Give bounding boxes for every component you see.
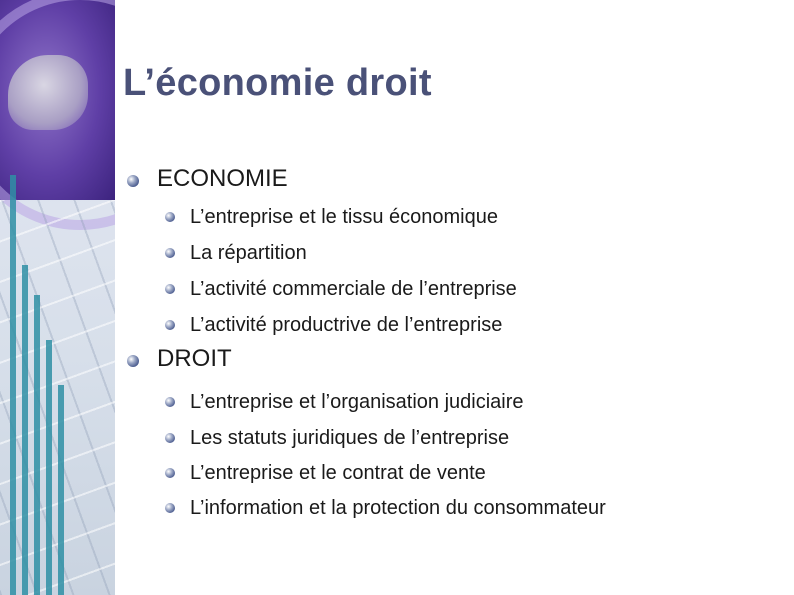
sub-bullet-icon: [165, 397, 175, 407]
sub-bullet-icon: [165, 433, 175, 443]
decorative-bar: [10, 175, 16, 595]
list-item: L’entreprise et le tissu économique: [190, 206, 498, 228]
sub-bullet-icon: [165, 284, 175, 294]
decorative-side-image: [0, 0, 115, 595]
decorative-bar: [22, 265, 28, 595]
list-item: L’entreprise et le contrat de vente: [190, 462, 486, 484]
section-heading-droit: DROIT: [157, 345, 232, 372]
sub-bullet-icon: [165, 320, 175, 330]
sub-bullet-icon: [165, 503, 175, 513]
hand-on-mouse-graphic: [8, 55, 88, 130]
decorative-bar: [46, 340, 52, 595]
decorative-bar: [58, 385, 64, 595]
list-item: La répartition: [190, 242, 307, 264]
bullet-icon: [127, 355, 139, 367]
bullet-icon: [127, 175, 139, 187]
list-item: L’activité commerciale de l’entreprise: [190, 278, 517, 300]
sub-bullet-icon: [165, 248, 175, 258]
slide-title: L’économie droit: [123, 62, 432, 104]
decorative-bar: [34, 295, 40, 595]
section-heading-economie: ECONOMIE: [157, 165, 288, 192]
sub-bullet-icon: [165, 212, 175, 222]
sub-bullet-icon: [165, 468, 175, 478]
list-item: L’entreprise et l’organisation judiciaire: [190, 391, 524, 413]
list-item: L’information et la protection du consommateur: [190, 497, 606, 519]
list-item: Les statuts juridiques de l’entreprise: [190, 427, 510, 449]
list-item: L’activité productrive de l’entreprise: [190, 314, 503, 336]
